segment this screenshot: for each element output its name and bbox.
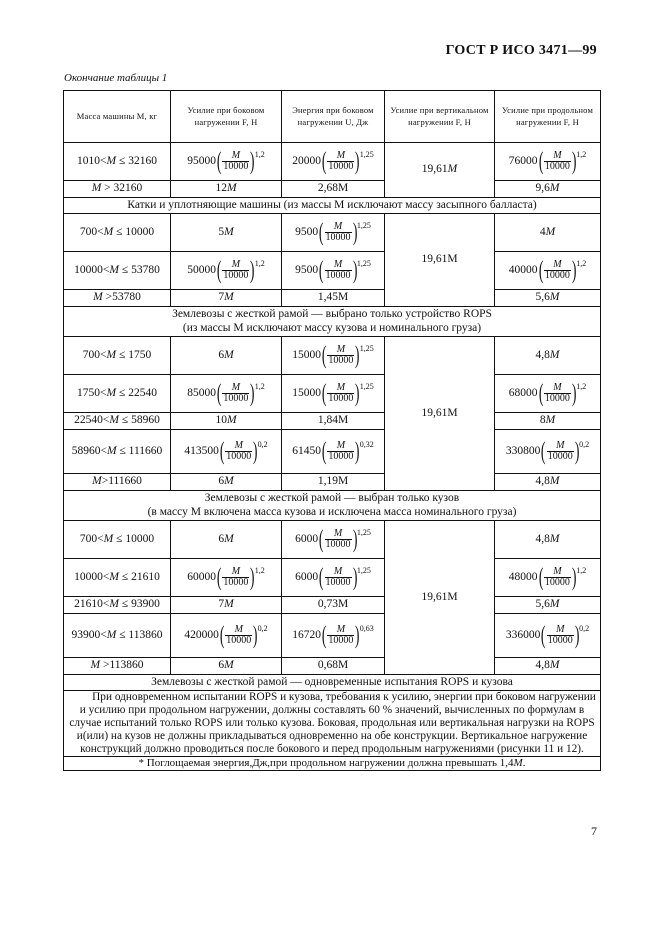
- lateral-energy-cell: [282, 214, 385, 252]
- fraction-numerator: M: [333, 565, 343, 577]
- power-formula: [292, 439, 373, 464]
- right-paren: ): [355, 342, 360, 369]
- mass-range-cell: 1750<M ≤ 22540: [64, 375, 171, 413]
- left-paren: (: [538, 564, 544, 591]
- fraction-numerator: M: [231, 381, 241, 393]
- fraction-numerator: M: [231, 258, 241, 270]
- left-paren: (: [321, 380, 327, 407]
- table-row: [64, 252, 601, 290]
- fraction-denominator: 10000: [223, 393, 249, 404]
- mass-range-cell: M >53780: [64, 290, 171, 307]
- mass-range-cell: 58960<M ≤ 111660: [64, 430, 171, 474]
- lateral-energy-cell: 1,84M: [282, 413, 385, 430]
- left-paren: (: [216, 564, 222, 591]
- formula-coefficient: 20000: [292, 154, 322, 167]
- formula-coefficient: 95000: [187, 154, 217, 167]
- right-paren: ): [250, 380, 255, 407]
- right-paren: ): [571, 148, 577, 175]
- fraction-denominator: 10000: [544, 161, 570, 172]
- fraction-denominator: 10000: [547, 635, 573, 646]
- mass-fraction: [325, 260, 352, 282]
- fraction-denominator: 10000: [223, 270, 249, 281]
- right-paren: ): [574, 622, 580, 649]
- table-row: [64, 559, 601, 597]
- mass-range-cell: 700<M ≤ 10000: [64, 214, 171, 252]
- lateral-force-cell: 6M: [171, 337, 282, 375]
- right-paren: ): [355, 148, 360, 175]
- power-formula: [187, 381, 264, 406]
- mass-range-cell: M>111660: [64, 474, 171, 491]
- right-paren: ): [352, 219, 357, 246]
- fraction-numerator: M: [553, 149, 562, 161]
- formula-coefficient: 40000: [508, 263, 538, 276]
- lateral-energy-cell: [282, 430, 385, 474]
- lateral-force-cell: 5M: [171, 214, 282, 252]
- formula-exponent: 1,2: [254, 259, 265, 268]
- right-paren: ): [250, 148, 255, 175]
- longitudinal-force-cell: 4,8M: [495, 521, 601, 559]
- mass-range-cell: 21610<M ≤ 93900: [64, 597, 171, 614]
- table-row: [64, 214, 601, 252]
- lateral-force-cell: [171, 143, 282, 181]
- longitudinal-force-cell: [495, 559, 601, 597]
- formula-exponent: 1,2: [576, 150, 587, 159]
- formula-exponent: 0,63: [359, 624, 374, 633]
- lateral-energy-cell: [282, 521, 385, 559]
- fraction-numerator: M: [234, 439, 243, 451]
- final-section-title: Землевозы с жесткой рамой — одновременные испытания ROPS и кузова: [64, 675, 601, 691]
- vertical-force-cell: 19,61M: [385, 337, 495, 491]
- table-row: [64, 430, 601, 474]
- lateral-force-cell: 12M: [171, 181, 282, 198]
- formula-exponent: 1,25: [356, 221, 371, 230]
- mass-range-cell: 700<M ≤ 1750: [64, 337, 171, 375]
- mass-fraction: [325, 567, 352, 589]
- mass-fraction: [327, 441, 354, 463]
- mass-fraction: [547, 625, 574, 647]
- table-row: [64, 181, 601, 198]
- table-row: [64, 337, 601, 375]
- formula-coefficient: 336000: [505, 628, 541, 641]
- lateral-energy-cell: 1,19M: [282, 474, 385, 491]
- final-section-row: [64, 675, 601, 691]
- section-title-text: Землевозы с жесткой рамой — выбрано только устройство ROPS: [172, 308, 492, 321]
- mass-range-cell: 93900<M ≤ 113860: [64, 614, 171, 658]
- col-header-mass: Масса машины M, кг: [64, 91, 171, 143]
- left-paren: (: [216, 148, 222, 175]
- mass-fraction: [544, 151, 571, 173]
- mass-fraction: [222, 383, 249, 405]
- fraction-numerator: M: [556, 439, 565, 451]
- left-paren: (: [541, 622, 546, 649]
- power-formula: [509, 149, 586, 174]
- mass-fraction: [327, 383, 354, 405]
- longitudinal-force-cell: 4,8M: [495, 658, 601, 675]
- col-header-lateral-energy: Энергия при боковом нагружении U, Дж: [282, 91, 385, 143]
- longitudinal-force-cell: 4,8M: [495, 337, 601, 375]
- left-paren: (: [319, 219, 324, 246]
- lateral-energy-cell: 0,68M: [282, 658, 385, 675]
- formula-coefficient: 413500: [184, 444, 219, 457]
- fraction-denominator: 10000: [544, 270, 570, 281]
- lateral-force-cell: [171, 430, 282, 474]
- fraction-numerator: M: [231, 149, 241, 161]
- page-number: 7: [591, 824, 597, 838]
- formula-coefficient: 330800: [505, 444, 541, 457]
- power-formula: [509, 565, 586, 590]
- formula-exponent: 1,2: [254, 566, 265, 575]
- fraction-denominator: 10000: [544, 393, 570, 404]
- lateral-force-cell: 7M: [171, 290, 282, 307]
- left-paren: (: [321, 148, 327, 175]
- longitudinal-force-cell: 8M: [495, 413, 601, 430]
- formula-exponent: 1,2: [576, 566, 587, 575]
- fraction-numerator: M: [336, 343, 346, 355]
- lateral-energy-cell: [282, 375, 385, 413]
- vertical-force-cell: 19,61M: [385, 143, 495, 198]
- mass-fraction: [325, 222, 352, 244]
- lateral-energy-cell: [282, 337, 385, 375]
- mass-force-table: [63, 90, 601, 771]
- fraction-denominator: 10000: [223, 577, 249, 588]
- table-header-row: [64, 91, 601, 143]
- power-formula: [184, 439, 267, 464]
- fraction-denominator: 10000: [226, 451, 252, 462]
- lateral-energy-cell: [282, 559, 385, 597]
- formula-exponent: 1,25: [356, 528, 371, 537]
- formula-exponent: 1,2: [254, 382, 265, 391]
- power-formula: [187, 565, 264, 590]
- formula-coefficient: 50000: [187, 263, 217, 276]
- left-paren: (: [219, 622, 225, 649]
- formula-exponent: 1,25: [356, 259, 371, 268]
- lateral-force-cell: [171, 559, 282, 597]
- vertical-force-cell: 19,61M: [385, 521, 495, 675]
- lateral-energy-cell: [282, 143, 385, 181]
- power-formula: [506, 439, 589, 464]
- power-formula: [292, 149, 373, 174]
- left-paren: (: [541, 438, 546, 465]
- section-title-text: Катки и уплотняющие машины (из массы M исключают массу засыпного балласта): [127, 198, 537, 211]
- fraction-denominator: 10000: [325, 577, 351, 588]
- right-paren: ): [571, 380, 577, 407]
- left-paren: (: [321, 622, 327, 649]
- formula-coefficient: 48000: [508, 570, 538, 583]
- right-paren: ): [574, 438, 580, 465]
- col-header-longitudinal-force: Усилие при продольном нагружении F, Н: [495, 91, 601, 143]
- section-subtitle-text: (в массу M включена масса кузова и исключена масса номинального груза): [147, 505, 517, 518]
- fraction-numerator: M: [333, 258, 343, 270]
- fraction-numerator: M: [556, 623, 565, 635]
- left-paren: (: [321, 342, 327, 369]
- formula-exponent: 1,2: [254, 150, 265, 159]
- mass-range-cell: M > 32160: [64, 181, 171, 198]
- fraction-denominator: 10000: [325, 539, 351, 550]
- formula-coefficient: 85000: [187, 386, 217, 399]
- fraction-numerator: M: [336, 149, 346, 161]
- mass-fraction: [544, 383, 571, 405]
- left-paren: (: [216, 257, 222, 284]
- formula-exponent: 0,2: [257, 440, 268, 449]
- notes-text: При одновременном испытании ROPS и кузова, требования к усилию, энергии при боковом нагружении и усилию при продольном нагружении, должны составлять 60 % значений, вычисленных по формулам в случае испытаний только ROPS или только кузова. Боковая, продольная или вертикальная нагрузки на ROPS и(или) на кузов не должны прикладываться одновременно на обе конструкции. Вертикальное нагружение конструкций должно проводиться после бокового и перед продольным нагружениями (рисунки 11 и 12).: [69, 691, 596, 755]
- vertical-force-cell: 19,61M: [385, 214, 495, 307]
- mass-fraction: [225, 441, 252, 463]
- mass-fraction: [544, 567, 571, 589]
- fraction-denominator: 10000: [223, 161, 249, 172]
- formula-coefficient: 6000: [295, 570, 319, 583]
- fraction-numerator: M: [333, 527, 343, 539]
- formula-coefficient: 76000: [508, 154, 538, 167]
- fraction-denominator: 10000: [325, 270, 351, 281]
- section-title-row: [64, 307, 601, 337]
- mass-range-cell: 10000<M ≤ 53780: [64, 252, 171, 290]
- formula-exponent: 1,25: [359, 150, 374, 159]
- fraction-denominator: 10000: [544, 577, 570, 588]
- section-title-text: Землевозы с жесткой рамой — выбран только кузов: [204, 492, 460, 505]
- lateral-force-cell: 7M: [171, 597, 282, 614]
- notes-cell: [64, 691, 601, 757]
- mass-fraction: [222, 260, 249, 282]
- table-caption: Окончание таблицы 1: [64, 72, 168, 84]
- power-formula: [295, 565, 371, 590]
- mass-range-cell: 10000<M ≤ 21610: [64, 559, 171, 597]
- right-paren: ): [571, 257, 577, 284]
- document-code: ГОСТ Р ИСО 3471—99: [445, 43, 597, 58]
- power-formula: [292, 343, 373, 368]
- left-paren: (: [319, 564, 324, 591]
- formula-exponent: 1,25: [359, 344, 374, 353]
- power-formula: [187, 258, 264, 283]
- right-paren: ): [253, 622, 258, 649]
- notes-row: [64, 691, 601, 757]
- right-paren: ): [352, 564, 357, 591]
- footnote-row: [64, 756, 601, 770]
- mass-fraction: [222, 151, 249, 173]
- formula-coefficient: 6000: [295, 532, 319, 545]
- power-formula: [509, 381, 586, 406]
- mass-range-cell: 22540<M ≤ 58960: [64, 413, 171, 430]
- lateral-energy-cell: 2,68M: [282, 181, 385, 198]
- left-paren: (: [538, 257, 544, 284]
- mass-fraction: [327, 625, 354, 647]
- power-formula: [506, 623, 589, 648]
- section-title: [64, 491, 601, 521]
- power-formula: [292, 623, 373, 648]
- mass-fraction: [547, 441, 574, 463]
- right-paren: ): [571, 564, 577, 591]
- fraction-denominator: 10000: [328, 161, 354, 172]
- lateral-force-cell: 6M: [171, 521, 282, 559]
- formula-coefficient: 9500: [295, 225, 319, 238]
- mass-fraction: [325, 529, 352, 551]
- fraction-numerator: M: [333, 220, 343, 232]
- lateral-energy-cell: [282, 252, 385, 290]
- formula-exponent: 1,2: [576, 259, 587, 268]
- longitudinal-force-cell: 9,6M: [495, 181, 601, 198]
- section-subtitle-text: (из массы M исключают массу кузова и номинального груза): [182, 321, 482, 334]
- power-formula: [295, 527, 371, 552]
- formula-coefficient: 61450: [292, 444, 322, 457]
- formula-exponent: 1,2: [576, 382, 587, 391]
- fraction-denominator: 10000: [328, 393, 354, 404]
- longitudinal-force-cell: [495, 430, 601, 474]
- fraction-denominator: 10000: [328, 451, 354, 462]
- right-paren: ): [352, 257, 357, 284]
- mass-fraction: [544, 260, 571, 282]
- left-paren: (: [216, 380, 222, 407]
- right-paren: ): [355, 438, 360, 465]
- table-row: [64, 614, 601, 658]
- power-formula: [295, 258, 371, 283]
- formula-exponent: 1,25: [359, 382, 374, 391]
- formula-coefficient: 16720: [292, 628, 322, 641]
- lateral-force-cell: [171, 614, 282, 658]
- fraction-denominator: 10000: [226, 635, 252, 646]
- table-row: [64, 597, 601, 614]
- lateral-force-cell: 10M: [171, 413, 282, 430]
- section-title-row: [64, 491, 601, 521]
- left-paren: (: [538, 148, 544, 175]
- power-formula: [292, 381, 373, 406]
- power-formula: [184, 623, 267, 648]
- table-row: [64, 290, 601, 307]
- mass-range-cell: 1010<M ≤ 32160: [64, 143, 171, 181]
- left-paren: (: [319, 526, 324, 553]
- formula-coefficient: 420000: [184, 628, 219, 641]
- right-paren: ): [253, 438, 258, 465]
- fraction-numerator: M: [336, 381, 346, 393]
- lateral-energy-cell: 0,73M: [282, 597, 385, 614]
- formula-coefficient: 9500: [295, 263, 319, 276]
- footnote-cell: * Поглощаемая энергия,Дж,при продольном нагружении должна превышать 1,4M.: [64, 756, 601, 770]
- formula-exponent: 0,2: [579, 624, 590, 633]
- fraction-numerator: M: [553, 565, 562, 577]
- lateral-force-cell: [171, 375, 282, 413]
- right-paren: ): [250, 257, 255, 284]
- longitudinal-force-cell: [495, 375, 601, 413]
- fraction-denominator: 10000: [547, 451, 573, 462]
- power-formula: [295, 220, 371, 245]
- right-paren: ): [355, 380, 360, 407]
- longitudinal-force-cell: 5,6M: [495, 290, 601, 307]
- left-paren: (: [538, 380, 544, 407]
- lateral-force-cell: [171, 252, 282, 290]
- section-title: [64, 307, 601, 337]
- table-row: [64, 658, 601, 675]
- table-row: [64, 413, 601, 430]
- table-row: [64, 143, 601, 181]
- fraction-denominator: 10000: [328, 635, 354, 646]
- longitudinal-force-cell: [495, 252, 601, 290]
- section-title: [64, 198, 601, 214]
- mass-fraction: [225, 625, 252, 647]
- mass-fraction: [327, 151, 354, 173]
- lateral-force-cell: 6M: [171, 474, 282, 491]
- fraction-numerator: M: [553, 258, 562, 270]
- power-formula: [187, 149, 264, 174]
- formula-coefficient: 15000: [292, 348, 322, 361]
- right-paren: ): [355, 622, 360, 649]
- mass-range-cell: M >113860: [64, 658, 171, 675]
- table-row: [64, 521, 601, 559]
- fraction-numerator: M: [231, 565, 241, 577]
- left-paren: (: [319, 257, 324, 284]
- formula-exponent: 1,25: [356, 566, 371, 575]
- fraction-denominator: 10000: [325, 232, 351, 243]
- lateral-energy-cell: 1,45M: [282, 290, 385, 307]
- lateral-force-cell: 6M: [171, 658, 282, 675]
- fraction-numerator: M: [336, 623, 346, 635]
- power-formula: [509, 258, 586, 283]
- col-header-vertical-force: Усилие при вертикальном нагружении F, Н: [385, 91, 495, 143]
- formula-coefficient: 60000: [187, 570, 217, 583]
- fraction-numerator: M: [553, 381, 562, 393]
- formula-coefficient: 68000: [508, 386, 538, 399]
- longitudinal-force-cell: 4,8M: [495, 474, 601, 491]
- left-paren: (: [321, 438, 327, 465]
- longitudinal-force-cell: 4M: [495, 214, 601, 252]
- table-row: [64, 474, 601, 491]
- right-paren: ): [250, 564, 255, 591]
- mass-fraction: [222, 567, 249, 589]
- formula-exponent: 0,32: [359, 440, 374, 449]
- left-paren: (: [219, 438, 225, 465]
- fraction-numerator: M: [234, 623, 243, 635]
- fraction-denominator: 10000: [328, 355, 354, 366]
- mass-range-cell: 700<M ≤ 10000: [64, 521, 171, 559]
- longitudinal-force-cell: 5,6M: [495, 597, 601, 614]
- formula-exponent: 0,2: [579, 440, 590, 449]
- col-header-lateral-force: Усилие при боковом нагружении F, Н: [171, 91, 282, 143]
- formula-exponent: 0,2: [257, 624, 268, 633]
- right-paren: ): [352, 526, 357, 553]
- section-title-row: [64, 198, 601, 214]
- lateral-energy-cell: [282, 614, 385, 658]
- formula-coefficient: 15000: [292, 386, 322, 399]
- longitudinal-force-cell: [495, 614, 601, 658]
- table-row: [64, 375, 601, 413]
- longitudinal-force-cell: [495, 143, 601, 181]
- mass-fraction: [327, 345, 354, 367]
- fraction-numerator: M: [336, 439, 346, 451]
